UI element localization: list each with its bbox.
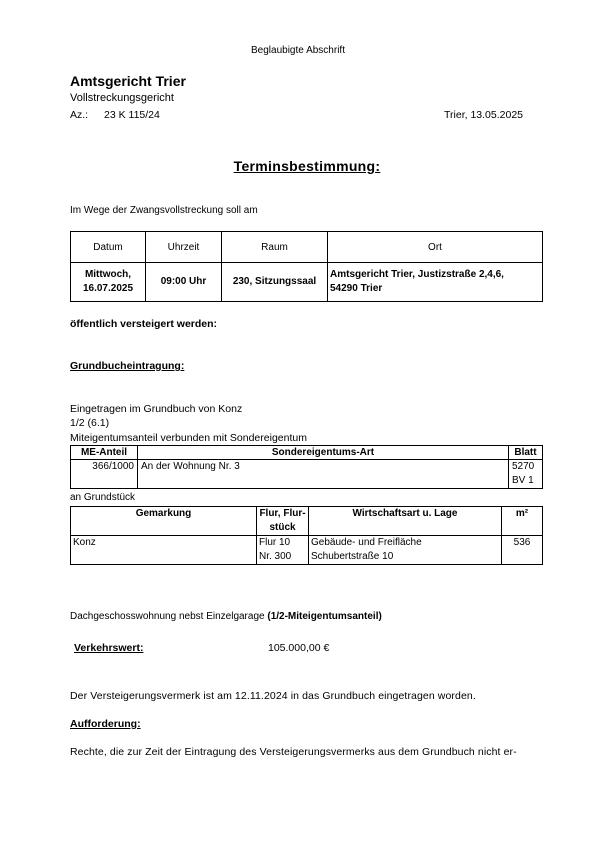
property-description bbox=[70, 611, 382, 622]
plot-table bbox=[70, 506, 543, 565]
cell-flur bbox=[257, 536, 309, 565]
header-gemarkung: Gemarkung bbox=[71, 507, 257, 536]
ownership-row bbox=[71, 460, 543, 489]
case-number-label: Az.: bbox=[70, 109, 89, 121]
court-department: Vollstreckungsgericht bbox=[70, 92, 174, 104]
cell-blatt bbox=[509, 460, 543, 489]
header-ort: Ort bbox=[328, 232, 543, 263]
plot-table-header bbox=[71, 507, 543, 536]
property-description-share: (1/2-Miteigentumsanteil) bbox=[267, 611, 382, 622]
datum-weekday: Mittwoch, bbox=[84, 269, 132, 280]
wirtschaftsart-address: Schubertstraße 10 bbox=[311, 551, 394, 562]
grundbuch-line-1: Eingetragen im Grundbuch von Konz bbox=[70, 403, 243, 415]
cell-qm: 536 bbox=[502, 536, 543, 565]
header-qm: m² bbox=[502, 507, 543, 536]
rechte-text: Rechte, die zur Zeit der Eintragung des Versteigerungsvermerks aus dem Grundbuch nicht er- bbox=[70, 746, 517, 758]
cell-wirtschaftsart bbox=[309, 536, 502, 565]
page-title: Terminsbestimmung: bbox=[233, 158, 381, 174]
blatt-number: 5270 bbox=[512, 461, 535, 472]
header-flur bbox=[257, 507, 309, 536]
appointment-table-header bbox=[71, 232, 543, 263]
place-date: Trier, 13.05.2025 bbox=[444, 109, 523, 121]
wirtschaftsart-type: Gebäude- und Freifläche bbox=[311, 537, 422, 548]
blatt-bv: BV 1 bbox=[512, 475, 534, 486]
cell-datum bbox=[71, 263, 146, 302]
header-uhrzeit: Uhrzeit bbox=[146, 232, 222, 263]
grundbuch-heading: Grundbucheintragung: bbox=[70, 360, 185, 372]
header-me-anteil: ME-Anteil bbox=[71, 446, 138, 460]
flurstueck-number: Nr. 300 bbox=[259, 551, 292, 562]
datum-date: 16.07.2025 bbox=[82, 283, 134, 294]
aufforderung-heading: Aufforderung: bbox=[70, 718, 141, 730]
appointment-row bbox=[71, 263, 543, 302]
header-datum: Datum bbox=[71, 232, 146, 263]
header-wirtschaftsart: Wirtschaftsart u. Lage bbox=[309, 507, 502, 536]
header-sondereigentum-art: Sondereigentums-Art bbox=[138, 446, 509, 460]
certified-copy-label: Beglaubigte Abschrift bbox=[251, 45, 345, 56]
court-name: Amtsgericht Trier bbox=[70, 73, 186, 89]
cell-gemarkung: Konz bbox=[71, 536, 257, 565]
cell-ort bbox=[328, 263, 543, 302]
plot-row bbox=[71, 536, 543, 565]
verkehrswert-value: 105.000,00 € bbox=[268, 642, 330, 654]
cell-me-anteil: 366/1000 bbox=[71, 460, 138, 489]
header-flur-line-1: Flur, Flur- bbox=[259, 508, 306, 519]
flur-number: Flur 10 bbox=[259, 537, 291, 548]
ownership-share-table bbox=[70, 445, 543, 489]
auction-statement: öffentlich versteigert werden: bbox=[70, 318, 218, 330]
cell-raum: 230, Sitzungssaal bbox=[222, 263, 328, 302]
header-blatt: Blatt bbox=[509, 446, 543, 460]
vermerk-text: Der Versteigerungsvermerk ist am 12.11.2024 in das Grundbuch eingetragen worden. bbox=[70, 690, 476, 702]
header-raum: Raum bbox=[222, 232, 328, 263]
an-grundstueck-label: an Grundstück bbox=[70, 492, 136, 503]
cell-uhrzeit: 09:00 Uhr bbox=[146, 263, 222, 302]
property-description-text: Dachgeschosswohnung nebst Einzelgarage bbox=[70, 611, 268, 622]
cell-sondereigentum-art: An der Wohnung Nr. 3 bbox=[138, 460, 509, 489]
appointment-table bbox=[70, 231, 543, 302]
grundbuch-line-3: Miteigentumsanteil verbunden mit Sondereigentum bbox=[70, 432, 307, 444]
case-number: 23 K 115/24 bbox=[104, 109, 160, 121]
ownership-table-header bbox=[71, 446, 543, 460]
verkehrswert-label: Verkehrswert: bbox=[74, 642, 144, 654]
intro-text: Im Wege der Zwangsvollstreckung soll am bbox=[70, 205, 258, 216]
header-flur-line-2: stück bbox=[269, 522, 296, 533]
ort-address: Amtsgericht Trier, Justizstraße 2,4,6, bbox=[330, 269, 504, 280]
ort-city: 54290 Trier bbox=[330, 283, 383, 294]
grundbuch-line-2: 1/2 (6.1) bbox=[70, 417, 110, 429]
